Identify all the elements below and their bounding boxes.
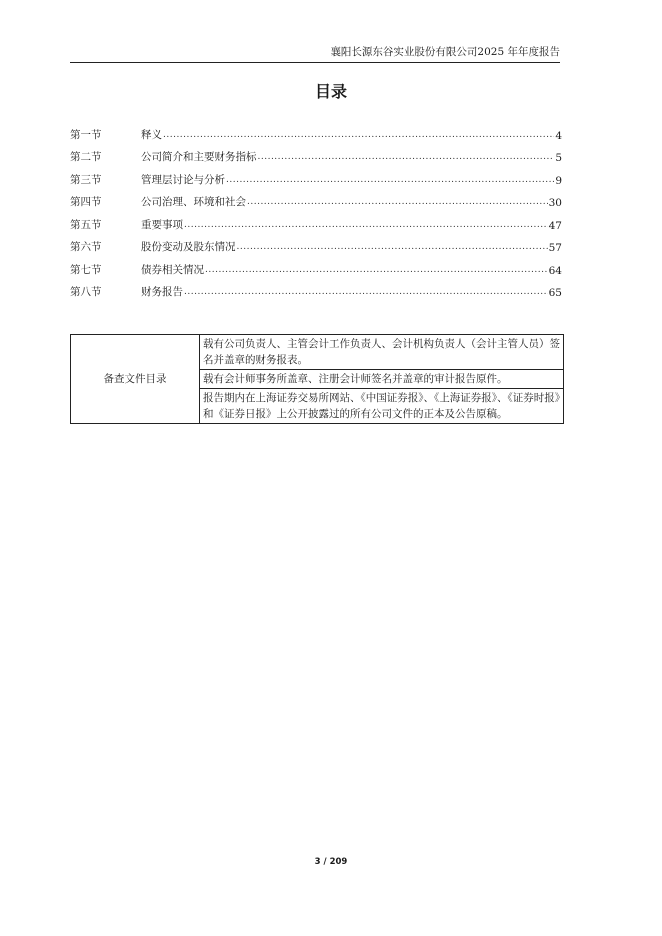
toc-entry[interactable] [70,232,562,255]
toc-dot-leader [184,221,548,232]
table-row [71,335,564,370]
toc-entry[interactable] [70,142,562,165]
toc-entry[interactable] [70,164,562,187]
toc-section-number: 第六节 [70,241,102,253]
toc-section-title: 财务报告 [141,286,183,298]
reference-document-item: 报告期内在上海证券交易所网站、《中国证券报》、《上海证券报》、《证券时报》和《证券日报》上公开披露过的所有公司文件的正本及公告原稿。 [200,389,564,424]
toc-section-title: 管理层讨论与分析 [141,173,225,186]
header-company-report-title: 襄阳长源东谷实业股份有限公司2025 年年度报告 [330,46,560,58]
toc-section-number: 第七节 [70,263,102,276]
page-header [70,44,560,63]
page-number-footer: 3 / 209 [314,857,348,867]
toc-page-number: 9 [555,174,562,187]
toc-dot-leader [237,243,548,254]
toc-entry[interactable] [70,209,562,232]
toc-page-number: 57 [548,242,562,254]
toc-entry[interactable] [70,277,562,300]
reference-documents-table [70,334,564,424]
toc-section-number: 第一节 [70,128,102,141]
toc-entry[interactable] [70,119,562,142]
toc-section-title: 释义 [141,128,162,141]
toc-dot-leader [258,153,555,164]
toc-section-title: 公司简介和主要财务指标 [141,151,257,163]
toc-section-title: 重要事项 [141,218,183,231]
toc-page-number: 30 [548,197,562,209]
toc-section-title: 股份变动及股东情况 [141,241,236,253]
toc-section-title: 债券相关情况 [141,263,204,276]
toc-section-number: 第三节 [70,173,102,186]
toc-page-number: 64 [548,264,562,277]
toc-dot-leader [226,176,554,187]
reference-document-item: 载有公司负责人、主管会计工作负责人、会计机构负责人（会计主管人员）签名并盖章的财务报表。 [200,335,564,370]
toc-section-number: 第五节 [70,218,102,231]
toc-dot-leader [163,131,554,142]
toc-entry[interactable] [70,254,562,277]
toc-page-number: 47 [548,219,562,232]
toc-section-number: 第二节 [70,151,102,163]
toc-page-number: 4 [555,129,562,142]
toc-page-number: 5 [555,152,562,164]
toc-dot-leader [184,288,548,299]
page-title: 目录 [314,82,347,101]
toc-section-number: 第八节 [70,286,102,298]
toc-dot-leader [247,198,548,209]
toc-entry[interactable] [70,187,562,210]
toc-section-number: 第四节 [70,196,102,208]
reference-documents-label: 备查文件目录 [71,335,200,424]
toc-section-title: 公司治理、环境和社会 [141,196,246,208]
reference-document-item: 载有会计师事务所盖章、注册会计师签名并盖章的审计报告原件。 [200,370,564,389]
toc-page-number: 65 [548,287,562,299]
toc-dot-leader [205,266,548,277]
table-of-contents [70,119,562,299]
